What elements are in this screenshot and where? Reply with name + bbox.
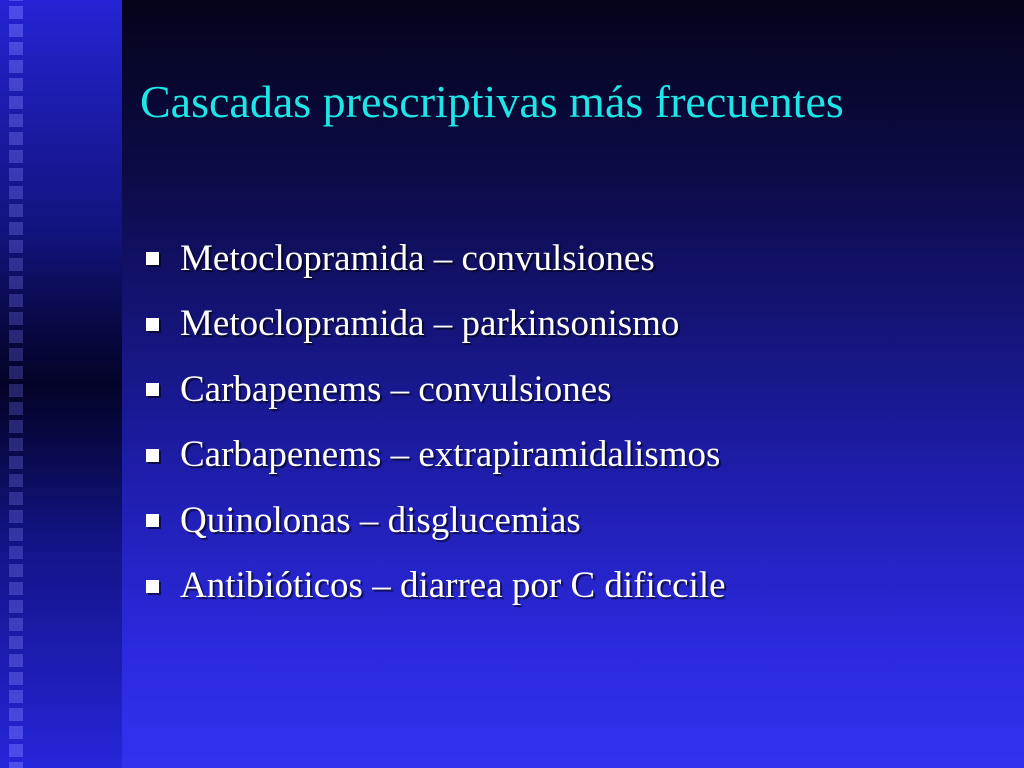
square-bullet-icon [146,514,159,527]
slide-title: Cascadas prescriptivas más frecuentes [140,76,844,127]
square-bullet-icon [146,383,159,396]
square-bullet-icon [146,449,159,462]
bullet-item [146,488,986,554]
bullet-list [146,226,986,619]
square-bullet-icon [146,318,159,331]
square-bullet-icon [146,580,159,593]
bullet-item [146,423,986,489]
bullet-text: Metoclopramida – parkinsonismo [180,303,680,345]
square-bullet-icon [146,252,159,265]
bullet-item [146,554,986,620]
decorative-side-band [0,0,122,768]
bullet-item [146,357,986,423]
bullet-text: Metoclopramida – convulsiones [180,237,655,279]
bullet-item [146,226,986,292]
side-band-shade [0,0,122,768]
bullet-text: Carbapenems – convulsiones [180,368,612,410]
bullet-text: Antibióticos – diarrea por C dificcile [180,565,726,607]
bullet-text: Quinolonas – disglucemias [180,499,581,541]
bullet-text: Carbapenems – extrapiramidalismos [180,434,721,476]
bullet-item [146,292,986,358]
